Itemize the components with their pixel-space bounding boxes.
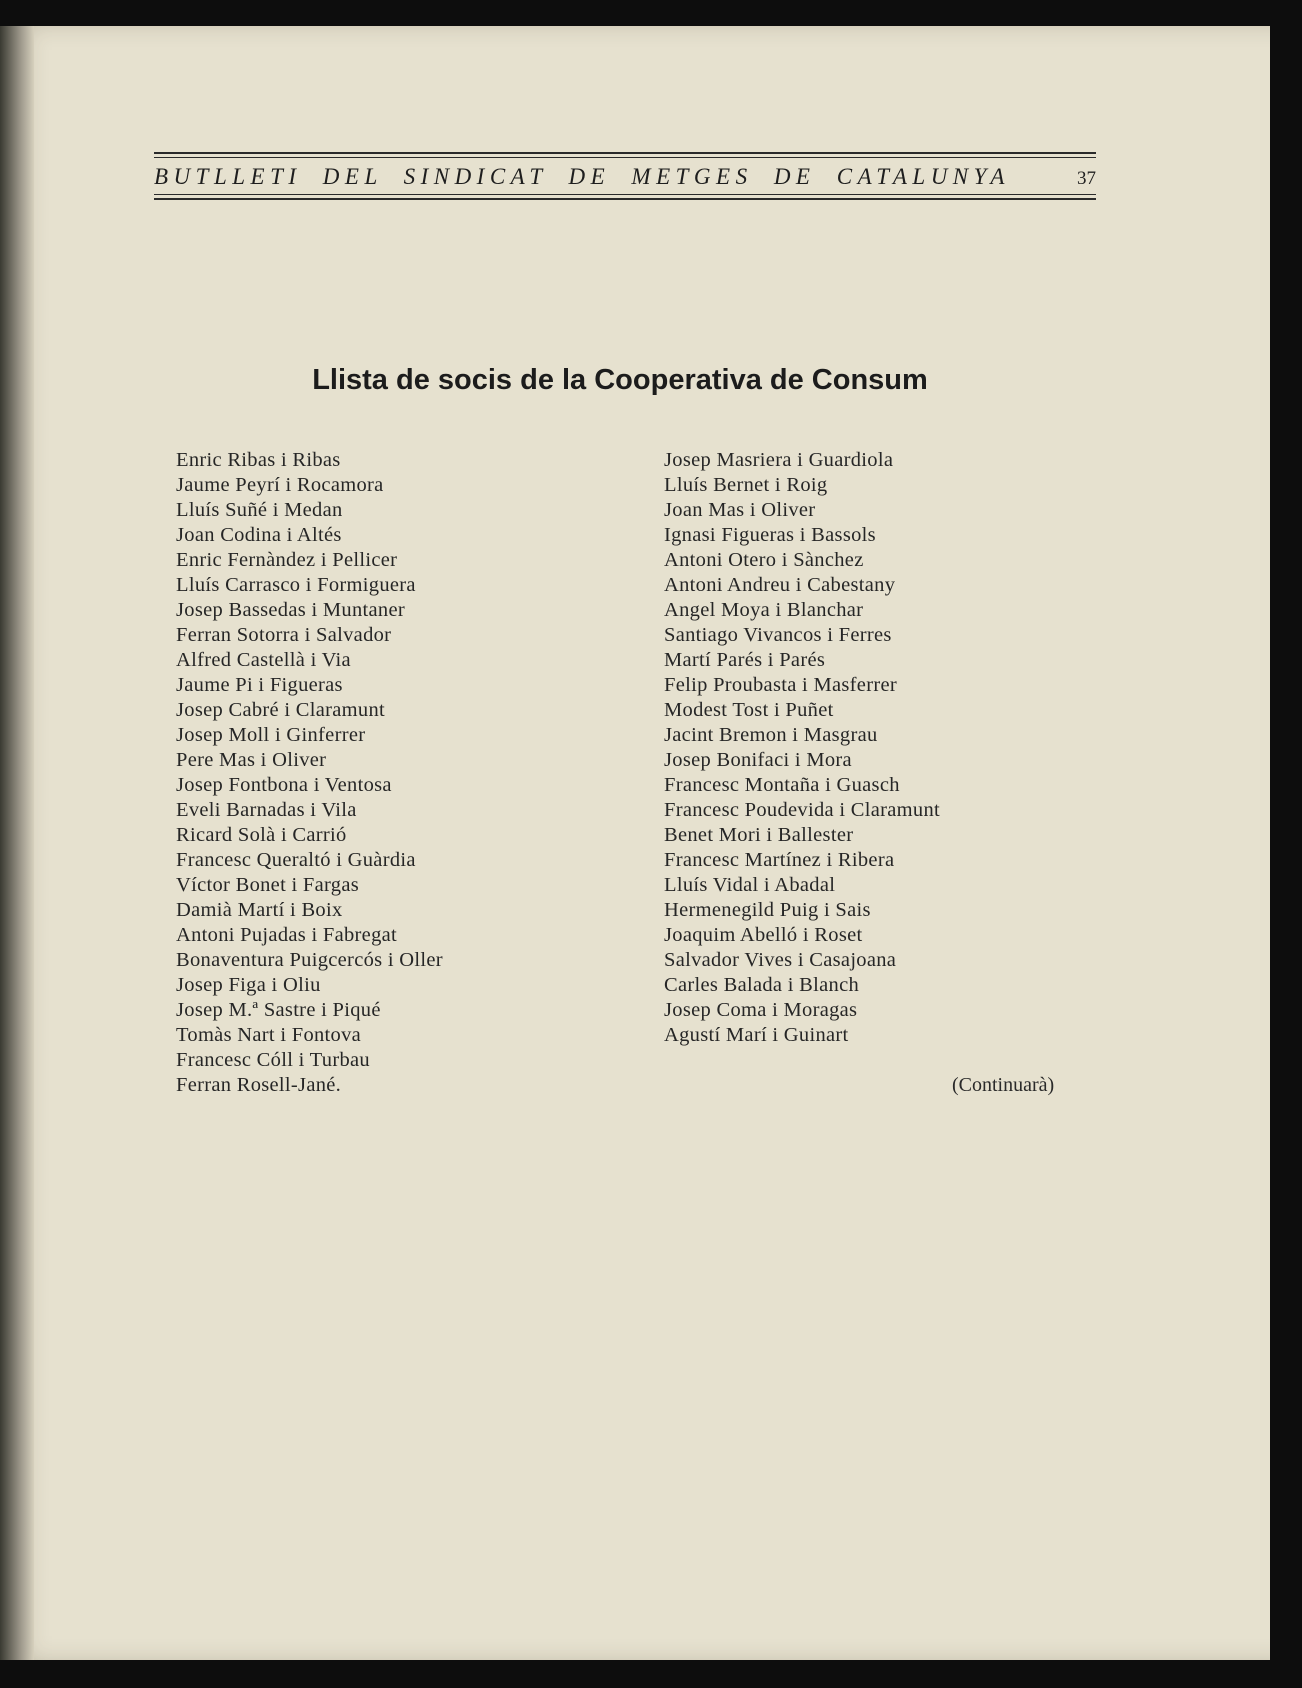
running-head: BUTLLETI DEL SINDICAT DE METGES DE CATALUNYA (154, 164, 1010, 189)
members-column-left (176, 448, 443, 1098)
members-column-right (664, 448, 940, 1048)
member-name: Felip Proubasta i Masferrer (664, 674, 897, 696)
member-name: Antoni Otero i Sànchez (664, 549, 864, 571)
member-name: Ferran Sotorra i Salvador (176, 624, 392, 646)
member-name: Angel Moya i Blanchar (664, 599, 864, 621)
member-name: Alfred Castellà i Via (176, 649, 351, 671)
document-page (0, 26, 1270, 1660)
member-name: Joan Mas i Oliver (664, 499, 816, 521)
member-name: Jaume Pi i Figueras (176, 674, 343, 696)
header-rule-top (154, 152, 1096, 154)
member-name: Francesc Queraltó i Guàrdia (176, 849, 416, 871)
member-name: Francesc Martínez i Ribera (664, 849, 895, 871)
member-name: Pere Mas i Oliver (176, 749, 327, 771)
header-rule-bottom (154, 198, 1096, 200)
member-name: Ricard Solà i Carrió (176, 824, 347, 846)
member-name: Salvador Vives i Casajoana (664, 949, 897, 971)
page-title: Llista de socis de la Cooperativa de Consum (312, 364, 928, 396)
member-name: Josep Fontbona i Ventosa (176, 774, 392, 796)
member-name: Joan Codina i Altés (176, 524, 342, 546)
header-rule-bottom-thin (154, 194, 1096, 195)
member-name: Enric Ribas i Ribas (176, 449, 341, 471)
member-name: Antoni Andreu i Cabestany (664, 574, 896, 596)
member-name: Hermenegild Puig i Sais (664, 899, 871, 921)
binding-edge (0, 26, 34, 1660)
member-name: Jacint Bremon i Masgrau (664, 724, 878, 746)
member-name: Damià Martí i Boix (176, 899, 343, 921)
member-name: Agustí Marí i Guinart (664, 1024, 849, 1046)
member-name: Josep Bassedas i Muntaner (176, 599, 405, 621)
member-name: Josep M.ª Sastre i Piqué (176, 999, 381, 1021)
member-name: Eveli Barnadas i Vila (176, 799, 357, 821)
member-name: Víctor Bonet i Fargas (176, 874, 359, 896)
member-name: Tomàs Nart i Fontova (176, 1024, 362, 1046)
member-name: Josep Masriera i Guardiola (664, 449, 894, 471)
member-name: Lluís Bernet i Roig (664, 474, 828, 496)
member-name: Josep Cabré i Claramunt (176, 699, 386, 721)
member-name: Santiago Vivancos i Ferres (664, 624, 892, 646)
member-name: Martí Parés i Parés (664, 649, 826, 671)
member-name: Lluís Carrasco i Formiguera (176, 574, 416, 596)
member-name: Josep Coma i Moragas (664, 999, 858, 1021)
member-name: Ferran Rosell-Jané. (176, 1074, 342, 1096)
member-name: Jaume Peyrí i Rocamora (176, 474, 384, 496)
member-name: Joaquim Abelló i Roset (664, 924, 863, 946)
member-name: Francesc Cóll i Turbau (176, 1049, 370, 1071)
member-name: Francesc Poudevida i Claramunt (664, 799, 941, 821)
member-name: Josep Moll i Ginferrer (176, 724, 366, 746)
member-name: Josep Bonifaci i Mora (664, 749, 852, 771)
member-name: Josep Figa i Oliu (176, 974, 321, 996)
page-number: 37 (1077, 168, 1096, 189)
member-name: Francesc Montaña i Guasch (664, 774, 900, 796)
header-row (154, 164, 1096, 190)
member-name: Enric Fernàndez i Pellicer (176, 549, 398, 571)
member-name: Ignasi Figueras i Bassols (664, 524, 876, 546)
member-name: Carles Balada i Blanch (664, 974, 860, 996)
header-rule-top-thin (154, 157, 1096, 158)
member-name: Lluís Vidal i Abadal (664, 874, 836, 896)
member-name: Lluís Suñé i Medan (176, 499, 343, 521)
page-header (154, 152, 1096, 200)
continued-note: (Continuarà) (952, 1074, 1055, 1096)
member-name: Benet Mori i Ballester (664, 824, 854, 846)
member-name: Modest Tost i Puñet (664, 699, 834, 721)
member-name: Antoni Pujadas i Fabregat (176, 924, 398, 946)
member-name: Bonaventura Puigcercós i Oller (176, 949, 443, 971)
